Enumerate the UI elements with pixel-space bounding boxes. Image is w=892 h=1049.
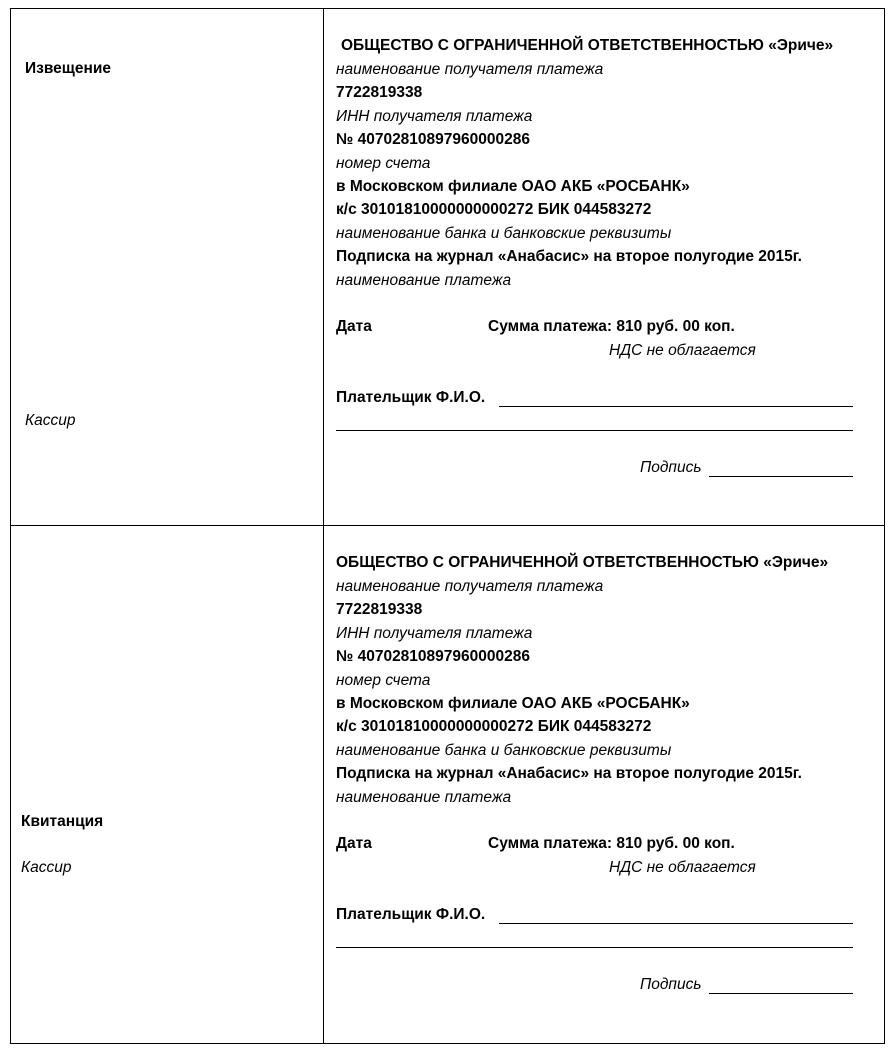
payer-label: Плательщик Ф.И.О. [336,906,486,923]
recipient-inn: 7722819338 [336,601,423,618]
recipient-name-caption: наименование получателя платежа [336,578,604,595]
payer-name-line [499,923,853,924]
payer-extra-line [336,947,853,948]
signature-label: Подпись [640,976,702,993]
receipt-section [11,526,884,1043]
recipient-name: ОБЩЕСТВО С ОГРАНИЧЕННОЙ ОТВЕТСТВЕННОСТЬЮ «Эриче» [341,37,834,54]
notice-label: Извещение [25,60,111,77]
payment-purpose: Подписка на журнал «Анабасис» на второе полугодие 2015г. [336,765,802,782]
bank-line-2: к/с 30101810000000000272 БИК 044583272 [336,718,652,735]
inn-caption: ИНН получателя платежа [336,108,533,125]
signature-label: Подпись [640,459,702,476]
date-label: Дата [336,318,372,335]
payment-amount: Сумма платежа: 810 руб. 00 коп. [488,835,735,852]
account-number: № 40702810897960000286 [336,131,530,148]
cashier-label: Кассир [21,859,72,876]
account-caption: номер счета [336,155,431,172]
recipient-name-caption: наименование получателя платежа [336,61,604,78]
payer-label: Плательщик Ф.И.О. [336,389,486,406]
bank-line-1: в Московском филиале ОАО АКБ «РОСБАНК» [336,178,690,195]
signature-line [709,993,853,994]
payment-amount: Сумма платежа: 810 руб. 00 коп. [488,318,735,335]
payment-form [10,8,885,1044]
vat-note: НДС не облагается [609,342,756,359]
recipient-inn: 7722819338 [336,84,423,101]
notice-section [11,9,884,525]
bank-line-2: к/с 30101810000000000272 БИК 044583272 [336,201,652,218]
date-label: Дата [336,835,372,852]
bank-caption: наименование банка и банковские реквизиты [336,742,672,759]
receipt-label: Квитанция [21,813,104,830]
bank-caption: наименование банка и банковские реквизиты [336,225,672,242]
recipient-name: ОБЩЕСТВО С ОГРАНИЧЕННОЙ ОТВЕТСТВЕННОСТЬЮ «Эриче» [336,554,829,571]
cashier-label: Кассир [25,412,76,429]
account-number: № 40702810897960000286 [336,648,530,665]
payment-purpose: Подписка на журнал «Анабасис» на второе полугодие 2015г. [336,248,802,265]
vat-note: НДС не облагается [609,859,756,876]
payer-name-line [499,406,853,407]
payment-purpose-caption: наименование платежа [336,272,512,289]
bank-line-1: в Московском филиале ОАО АКБ «РОСБАНК» [336,695,690,712]
payment-purpose-caption: наименование платежа [336,789,512,806]
signature-line [709,476,853,477]
account-caption: номер счета [336,672,431,689]
inn-caption: ИНН получателя платежа [336,625,533,642]
payer-extra-line [336,430,853,431]
